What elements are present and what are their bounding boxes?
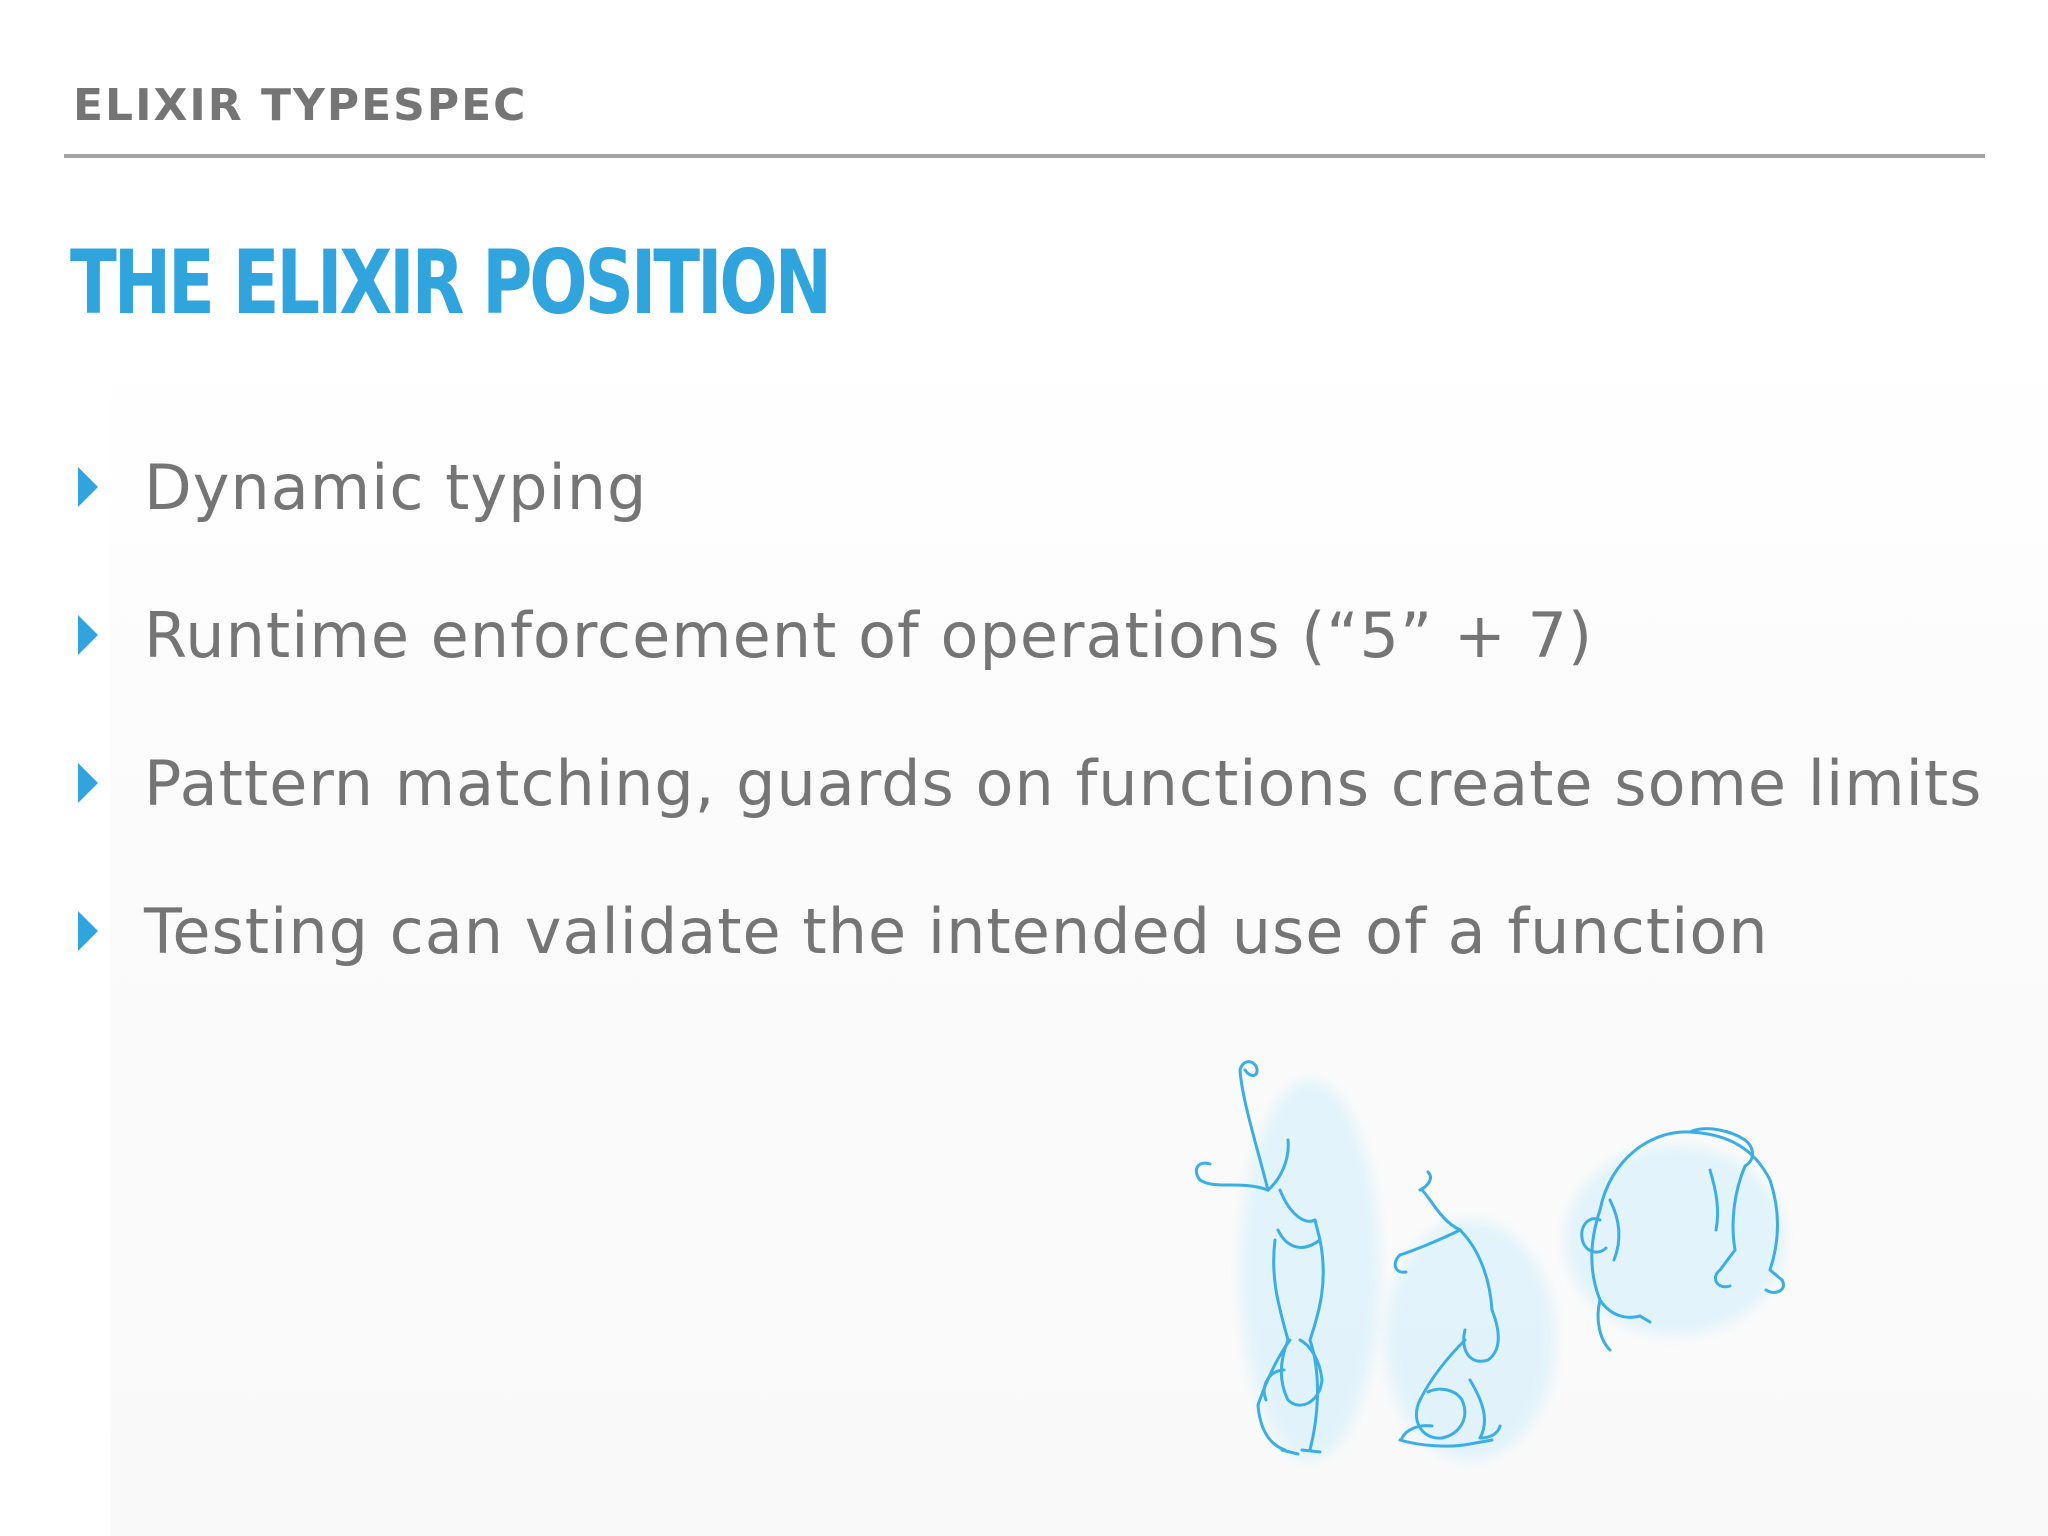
bullet-arrow-icon (78, 911, 98, 951)
slide-title: THE ELIXIR POSITION (70, 231, 829, 334)
bullet-text: Runtime enforcement of operations (“5” + 7) (144, 599, 1594, 672)
bullet-text: Dynamic typing (144, 451, 648, 524)
gymnast-sketch-illustration (1170, 1040, 1810, 1480)
bullet-arrow-icon (78, 615, 98, 655)
header-divider (64, 154, 1985, 158)
bullet-text: Testing can validate the intended use of a function (144, 895, 1769, 968)
bullet-arrow-icon (78, 467, 98, 507)
bullet-arrow-icon (78, 763, 98, 803)
bullet-text: Pattern matching, guards on functions create some limits (144, 747, 1983, 820)
slide-header: ELIXIR TYPESPEC (73, 80, 528, 131)
